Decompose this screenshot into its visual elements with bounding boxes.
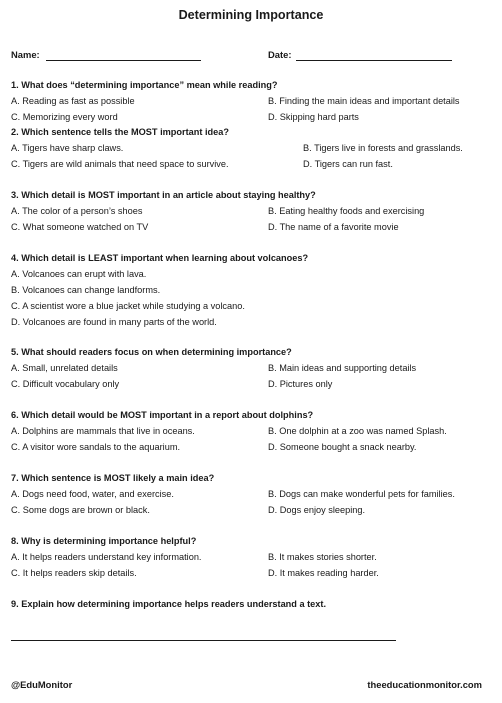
question-8-option-a[interactable]: A. It helps readers understand key information. — [11, 552, 202, 562]
question-5-option-d[interactable]: D. Pictures only — [268, 379, 333, 389]
question-7-option-d[interactable]: D. Dogs enjoy sleeping. — [268, 505, 366, 515]
question-8-option-b[interactable]: B. It makes stories shorter. — [268, 552, 377, 562]
question-1-option-b[interactable]: B. Finding the main ideas and important details — [268, 96, 460, 106]
question-6-option-c[interactable]: C. A visitor wore sandals to the aquarium. — [11, 442, 181, 452]
date-label: Date: — [268, 49, 292, 60]
question-6-option-d[interactable]: D. Someone bought a snack nearby. — [268, 442, 417, 452]
question-6-option-b[interactable]: B. One dolphin at a zoo was named Splash. — [268, 426, 447, 436]
question-8-option-c[interactable]: C. It helps readers skip details. — [11, 568, 137, 578]
question-4-option-b[interactable]: B. Volcanoes can change landforms. — [11, 285, 161, 295]
question-8-option-d[interactable]: D. It makes reading harder. — [268, 568, 379, 578]
question-4-option-c[interactable]: C. A scientist wore a blue jacket while studying a volcano. — [11, 301, 245, 311]
name-blank-line[interactable] — [46, 60, 201, 61]
question-3-option-b[interactable]: B. Eating healthy foods and exercising — [268, 206, 425, 216]
question-3-option-a[interactable]: A. The color of a person’s shoes — [11, 206, 143, 216]
question-1-prompt: 1. What does “determining importance” mean while reading? — [11, 80, 278, 90]
question-5-option-b[interactable]: B. Main ideas and supporting details — [268, 363, 417, 373]
question-4-prompt: 4. Which detail is LEAST important when learning about volcanoes? — [11, 253, 309, 263]
question-3-option-c[interactable]: C. What someone watched on TV — [11, 222, 149, 232]
question-6-prompt: 6. Which detail would be MOST important in a report about dolphins? — [11, 410, 314, 420]
question-3-prompt: 3. Which detail is MOST important in an article about staying healthy? — [11, 190, 316, 200]
name-label: Name: — [11, 49, 40, 60]
question-2-option-d[interactable]: D. Tigers can run fast. — [303, 159, 393, 169]
footer-website: theeducationmonitor.com — [367, 679, 482, 690]
question-4-option-d[interactable]: D. Volcanoes are found in many parts of the world. — [11, 317, 217, 327]
question-8-prompt: 8. Why is determining importance helpful? — [11, 536, 197, 546]
question-1-option-d[interactable]: D. Skipping hard parts — [268, 112, 359, 122]
question-1-option-a[interactable]: A. Reading as fast as possible — [11, 96, 135, 106]
worksheet-title: Determining Importance — [178, 8, 324, 22]
date-blank-line[interactable] — [296, 60, 452, 61]
question-2-prompt: 2. Which sentence tells the MOST important idea? — [11, 127, 229, 137]
question-1-option-c[interactable]: C. Memorizing every word — [11, 112, 118, 122]
question-7-option-a[interactable]: A. Dogs need food, water, and exercise. — [11, 489, 174, 499]
question-7-prompt: 7. Which sentence is MOST likely a main idea? — [11, 473, 215, 483]
question-2-option-a[interactable]: A. Tigers have sharp claws. — [11, 143, 124, 153]
question-3-option-d[interactable]: D. The name of a favorite movie — [268, 222, 399, 232]
question-9-prompt: 9. Explain how determining importance helps readers understand a text. — [11, 599, 327, 609]
question-7-option-b[interactable]: B. Dogs can make wonderful pets for families. — [268, 489, 455, 499]
question-2-option-c[interactable]: C. Tigers are wild animals that need space to survive. — [11, 159, 229, 169]
question-5-prompt: 5. What should readers focus on when determining importance? — [11, 347, 292, 357]
answer-blank-line[interactable] — [11, 640, 396, 641]
question-2-option-b[interactable]: B. Tigers live in forests and grasslands. — [303, 143, 463, 153]
question-7-option-c[interactable]: C. Some dogs are brown or black. — [11, 505, 150, 515]
question-5-option-a[interactable]: A. Small, unrelated details — [11, 363, 118, 373]
footer-handle: @EduMonitor — [11, 679, 73, 690]
question-4-option-a[interactable]: A. Volcanoes can erupt with lava. — [11, 269, 147, 279]
question-6-option-a[interactable]: A. Dolphins are mammals that live in oceans. — [11, 426, 195, 436]
question-5-option-c[interactable]: C. Difficult vocabulary only — [11, 379, 120, 389]
